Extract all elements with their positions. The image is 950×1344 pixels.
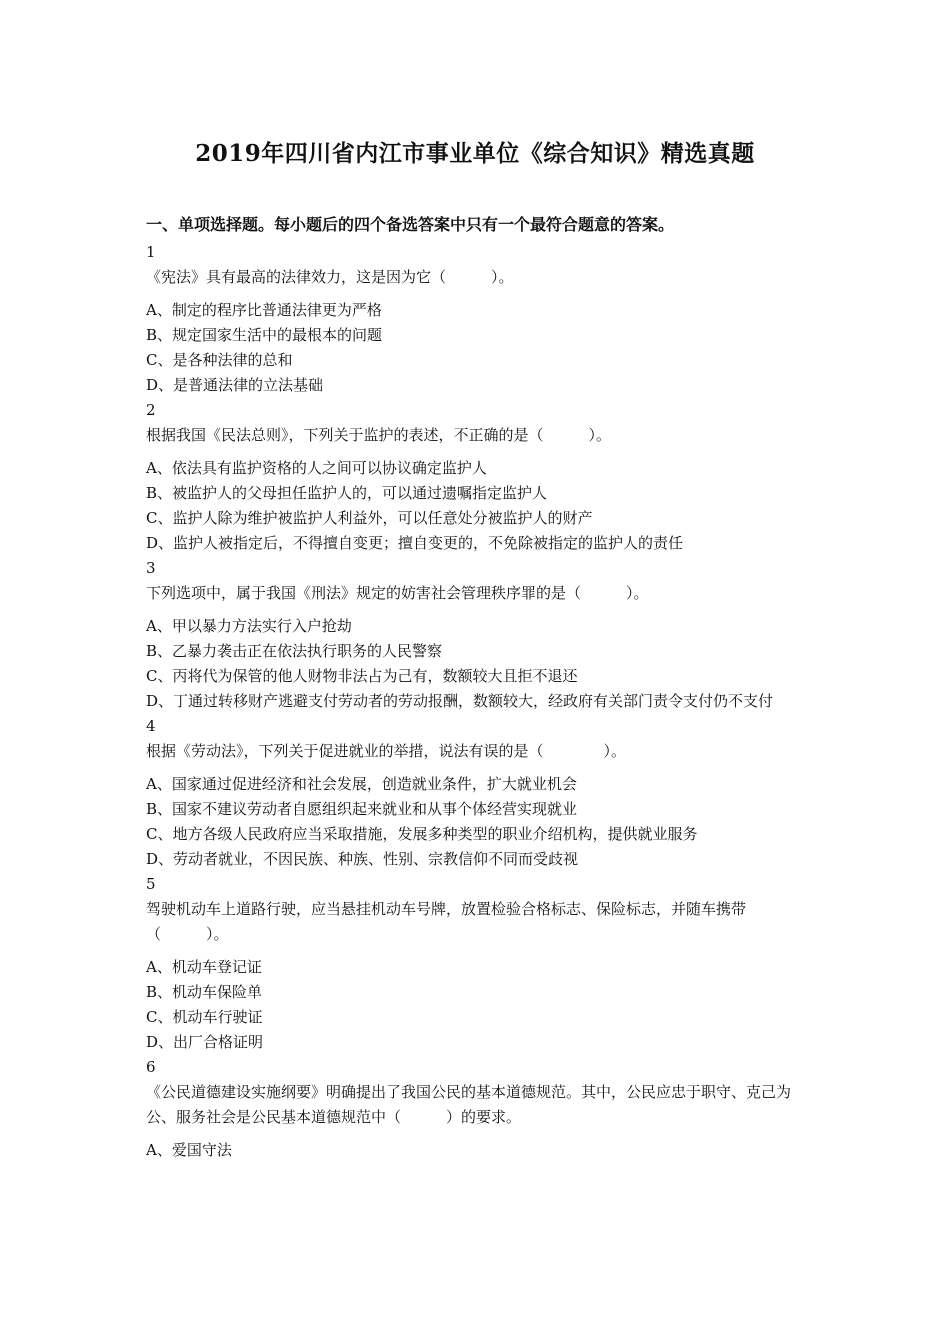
option-c: C、机动车行驶证: [146, 1008, 263, 1026]
question-stem: 驾驶机动车上道路行驶，应当悬挂机动车号牌，放置检验合格标志、保险标志，并随车携带（ ）。: [146, 900, 747, 943]
option-b: B、规定国家生活中的最根本的问题: [146, 326, 383, 344]
question-number: 4: [146, 717, 156, 735]
question-stem: 下列选项中，属于我国《刑法》规定的妨害社会管理秩序罪的是（ ）。: [146, 584, 649, 602]
question-number: 2: [146, 401, 156, 419]
question-number: 1: [146, 243, 156, 261]
option-a: A、国家通过促进经济和社会发展，创造就业条件，扩大就业机会: [146, 775, 577, 793]
option-b: B、乙暴力袭击正在依法执行职务的人民警察: [146, 642, 443, 660]
question-stem: 《宪法》具有最高的法律效力，这是因为它（ ）。: [146, 268, 514, 286]
question-1: [146, 240, 812, 398]
option-d: D、丁通过转移财产逃避支付劳动者的劳动报酬，数额较大，经政府有关部门责令支付仍不支付: [146, 692, 774, 710]
option-c: C、地方各级人民政府应当采取措施，发展多种类型的职业介绍机构，提供就业服务: [146, 825, 698, 843]
question-stem: 根据我国《民法总则》，下列关于监护的表述，不正确的是（ ）。: [146, 426, 612, 444]
option-d: D、是普通法律的立法基础: [146, 376, 324, 394]
question-number: 5: [146, 875, 156, 893]
option-a: A、爱国守法: [146, 1141, 232, 1159]
question-number: 6: [146, 1058, 156, 1076]
option-b: B、被监护人的父母担任监护人的，可以通过遗嘱指定监护人: [146, 484, 548, 502]
option-d: D、出厂合格证明: [146, 1033, 264, 1051]
question-stem: 《公民道德建设实施纲要》明确提出了我国公民的基本道德规范。其中，公民应忠于职守、克己为公、服务社会是公民基本道德规范中（ ）的要求。: [146, 1083, 792, 1126]
question-stem: 根据《劳动法》，下列关于促进就业的举措，说法有误的是（ ）。: [146, 742, 627, 760]
question-3: [146, 556, 812, 714]
question-4: [146, 714, 812, 872]
option-d: D、劳动者就业，不因民族、种族、性别、宗教信仰不同而受歧视: [146, 850, 579, 868]
question-list: [146, 240, 812, 1163]
section-heading: 一、单项选择题。每小题后的四个备选答案中只有一个最符合题意的答案。: [146, 215, 675, 234]
question-2: [146, 398, 812, 556]
option-b: B、国家不建议劳动者自愿组织起来就业和从事个体经营实现就业: [146, 800, 578, 818]
option-d: D、监护人被指定后，不得擅自变更；擅自变更的，不免除被指定的监护人的责任: [146, 534, 684, 552]
question-5: [146, 872, 812, 1055]
option-c: C、是各种法律的总和: [146, 351, 293, 369]
document-title: 2019年四川省内江市事业单位《综合知识》精选真题: [195, 140, 755, 167]
option-a: A、依法具有监护资格的人之间可以协议确定监护人: [146, 459, 487, 477]
option-c: C、监护人除为维护被监护人利益外，可以任意处分被监护人的财产: [146, 509, 593, 527]
option-c: C、丙将代为保管的他人财物非法占为己有，数额较大且拒不退还: [146, 667, 578, 685]
option-a: A、甲以暴力方法实行入户抢劫: [146, 617, 352, 635]
question-number: 3: [146, 559, 156, 577]
question-6: [146, 1055, 812, 1163]
option-a: A、制定的程序比普通法律更为严格: [146, 301, 382, 319]
option-a: A、机动车登记证: [146, 958, 262, 976]
option-b: B、机动车保险单: [146, 983, 263, 1001]
